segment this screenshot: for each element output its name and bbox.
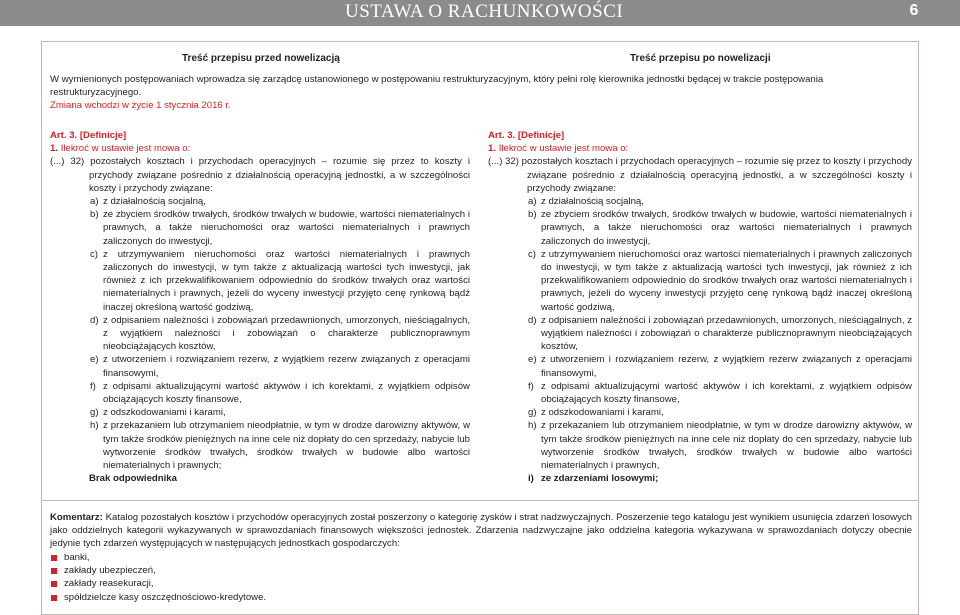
- no-equivalent-note: Brak odpowiednika: [89, 473, 177, 485]
- change-summary: [50, 73, 912, 113]
- item-label: a): [90, 196, 99, 208]
- square-bullet-icon: [51, 581, 57, 587]
- item-text: ze zdarzeniami losowymi;: [541, 473, 659, 485]
- bullet-item: [50, 591, 912, 604]
- bullet-text: zakłady ubezpieczeń,: [64, 565, 156, 577]
- definition-intro: (...) 32) pozostałych kosztach i przychodach operacyjnych – rozumie się przez to koszty i przychody związane pośrednio z działalnością operacyjną jednostki, a w szczególności koszty i przychody związane:: [488, 156, 912, 194]
- item-text: z odpisami aktualizującymi wartość aktywów i ich korektami, z wyjątkiem odpisów obciążających koszty finansowe,: [541, 380, 912, 406]
- new-definition-item: [488, 472, 912, 485]
- effective-date: Zmiana wchodzi w życie 1 stycznia 2016 r.: [50, 100, 231, 112]
- item-label: e): [90, 354, 99, 366]
- square-bullet-icon: [51, 568, 57, 574]
- item-label: b): [528, 209, 537, 221]
- comment-body: Katalog pozostałych kosztów i przychodów operacyjnych został poszerzony o kategorię zysków i strat nadzwyczajnych. Poszerzenie tego katalogu jest wynikiem usunięcia zdarzeń losowych jako oddzielnych kategorii wykazywanych w sprawozdaniach finansowych większości jednostek. Zdarzenia nadzwyczajne jako oddzielna kategoria wykazywana w sprawozdaniach dotyczy obecnie jedynie tych zdarzeń występujących w następujących jednostkach gospodarczych:: [50, 512, 913, 550]
- item-label: c): [528, 248, 536, 260]
- item-text: z odszkodowaniami i karami,: [103, 407, 226, 419]
- item-label: c): [90, 248, 98, 260]
- comparison-box: [41, 122, 919, 501]
- item-text: z działalnością socjalną,: [103, 196, 206, 208]
- definition-item: [50, 195, 470, 208]
- article-heading: Art. 3. [Definicje]: [50, 130, 127, 141]
- paragraph-number: 1.: [488, 143, 497, 155]
- item-text: z utworzeniem i rozwiązaniem rezerw, z wyjątkiem rezerw związanych z operacjami finansowymi,: [541, 354, 912, 379]
- item-label: b): [90, 209, 99, 221]
- item-text: z odpisaniem należności i zobowiązań przedawnionych, umorzonych, nieściągalnych, z wyjątkiem należności i zobowiązań o charakterze publicznoprawnym nieobciążających kosztów,: [103, 314, 470, 353]
- definition-item: [50, 248, 470, 314]
- paragraph-text: Ilekroć w ustawie jest mowa o:: [498, 143, 629, 155]
- definition-items: [50, 195, 470, 472]
- definition-item: [488, 419, 912, 472]
- item-text: ze zbyciem środków trwałych, środków trwałych w budowie, wartości niematerialnych i prawnych, a także nieruchomości oraz wartości niematerialnych i prawnych zaliczonych do inwestycji,: [541, 209, 912, 247]
- comment-text: [50, 511, 912, 551]
- column-after: [488, 129, 912, 485]
- header-box: [41, 41, 919, 123]
- item-text: z odpisami aktualizującymi wartość aktywów i ich korektami, z wyjątkiem odpisów obciążających koszty finansowe,: [103, 380, 470, 406]
- bullet-text: spółdzielcze kasy oszczędnościowo-kredytowe.: [64, 591, 267, 603]
- definition-item: [488, 314, 912, 354]
- item-text: ze zbyciem środków trwałych, środków trwałych w budowie, wartości niematerialnych i prawnych, a także nieruchomości oraz wartości niematerialnych i prawnych zaliczonych do inwestycji,: [103, 209, 470, 247]
- square-bullet-icon: [51, 595, 57, 601]
- definition-item: [50, 353, 470, 379]
- definition-item: [50, 208, 470, 248]
- page-header: [0, 0, 960, 26]
- definition-item: [488, 208, 912, 248]
- definition-item: [488, 353, 912, 379]
- article-heading: Art. 3. [Definicje]: [488, 130, 565, 141]
- definition-item: [50, 406, 470, 419]
- item-label: e): [528, 354, 537, 366]
- square-bullet-icon: [51, 555, 57, 561]
- item-label: f): [90, 380, 96, 392]
- definition-item: [488, 248, 912, 314]
- bullet-item: [50, 551, 912, 564]
- definition-item: [488, 380, 912, 406]
- comment-label: Komentarz:: [50, 512, 103, 523]
- bullet-text: zakłady reasekuracji,: [64, 578, 154, 590]
- bullet-item: [50, 564, 912, 577]
- item-text: z przekazaniem lub otrzymaniem nieodpłatnie, w tym w drodze darowizny aktywów, w tym także środków pieniężnych na inne cele niż dopłaty do cen sprzedaży, nabycie lub wytworzenie środków trwałych, środków trwałych w budowie albo wartości niematerialnych i prawnych,: [541, 420, 912, 472]
- item-label: g): [528, 407, 537, 419]
- column-header-after: Treść przepisu po nowelizacji: [630, 53, 771, 64]
- definition-item: [488, 195, 912, 208]
- paragraph-heading: [50, 142, 470, 155]
- paragraph-number: 1.: [50, 143, 59, 155]
- item-text: z utrzymywaniem nieruchomości oraz wartości niematerialnych i prawnych zaliczonych do inwestycji, w tym także z aktualizacją wartości tych inwestycji, jak również z ich przekwalifikowaniem odpowiednio do środków trwałych oraz wartości niematerialnych i prawnych, jeżeli do wyceny inwestycji przyjęto cenę rynkową bądź inaczej określoną wartość godziwą,: [103, 248, 470, 313]
- item-text: z odszkodowaniami i karami,: [541, 407, 664, 419]
- item-label: f): [528, 380, 534, 392]
- definition-item: [50, 419, 470, 472]
- bullet-item: [50, 577, 912, 590]
- comment-box: [41, 500, 919, 615]
- definition-items: [488, 195, 912, 472]
- publication-title: USTAWA O RACHUNKOWOŚCI: [345, 1, 624, 22]
- item-label: h): [528, 420, 537, 432]
- column-before: [50, 129, 470, 485]
- item-label: g): [90, 407, 99, 419]
- item-text: z utworzeniem i rozwiązaniem rezerw, z wyjątkiem rezerw związanych z operacjami finansowymi,: [103, 354, 470, 379]
- bullet-text: banki,: [64, 552, 90, 563]
- column-header-before: Treść przepisu przed nowelizacją: [182, 53, 340, 64]
- item-text: z działalnością socjalną,: [541, 196, 644, 208]
- paragraph-text: Ilekroć w ustawie jest mowa o:: [60, 143, 191, 155]
- page-number: 6: [909, 2, 919, 19]
- paragraph-heading: [488, 142, 912, 155]
- item-label: h): [90, 420, 99, 432]
- item-label: i): [528, 473, 534, 485]
- item-label: a): [528, 196, 537, 208]
- definition-item: [488, 406, 912, 419]
- change-description: W wymienionych postępowaniach wprowadza się zarządcę ustanowionego w postępowaniu restrukturyzacyjnym, który pełni rolę kierownika jednostki będącej w trakcie postępowania restrukturyzacyjnego.: [50, 74, 824, 99]
- definition-item: [50, 380, 470, 406]
- item-label: d): [90, 314, 99, 326]
- definition-intro: (...) 32) pozostałych kosztach i przychodach operacyjnych – rozumie się przez to koszty i przychody związane pośrednio z działalnością operacyjną jednostki, a w szczególności koszty i przychody związane:: [50, 156, 470, 194]
- item-label: d): [528, 314, 537, 326]
- item-text: z utrzymywaniem nieruchomości oraz wartości niematerialnych i prawnych zaliczonych do inwestycji, w tym także z aktualizacją wartości tych inwestycji, jak również z ich przekwalifikowaniem odpowiednio do środków trwałych oraz wartości niematerialnych i prawnych, jeżeli do wyceny inwestycji przyjęto cenę rynkową bądź inaczej określoną wartość godziwą,: [541, 248, 912, 313]
- item-text: z odpisaniem należności i zobowiązań przedawnionych, umorzonych, nieściągalnych, z wyjątkiem należności i zobowiązań o charakterze publicznoprawnym nieobciążających kosztów,: [541, 314, 912, 353]
- definition-item: [50, 314, 470, 354]
- comment-bullet-list: [50, 551, 912, 604]
- item-text: z przekazaniem lub otrzymaniem nieodpłatnie, w tym w drodze darowizny aktywów, w tym także środków pieniężnych na inne cele niż dopłaty do cen sprzedaży, nabycie lub wytworzenie środków trwałych, środków trwałych w budowie albo wartości niematerialnych i prawnych;: [103, 420, 470, 472]
